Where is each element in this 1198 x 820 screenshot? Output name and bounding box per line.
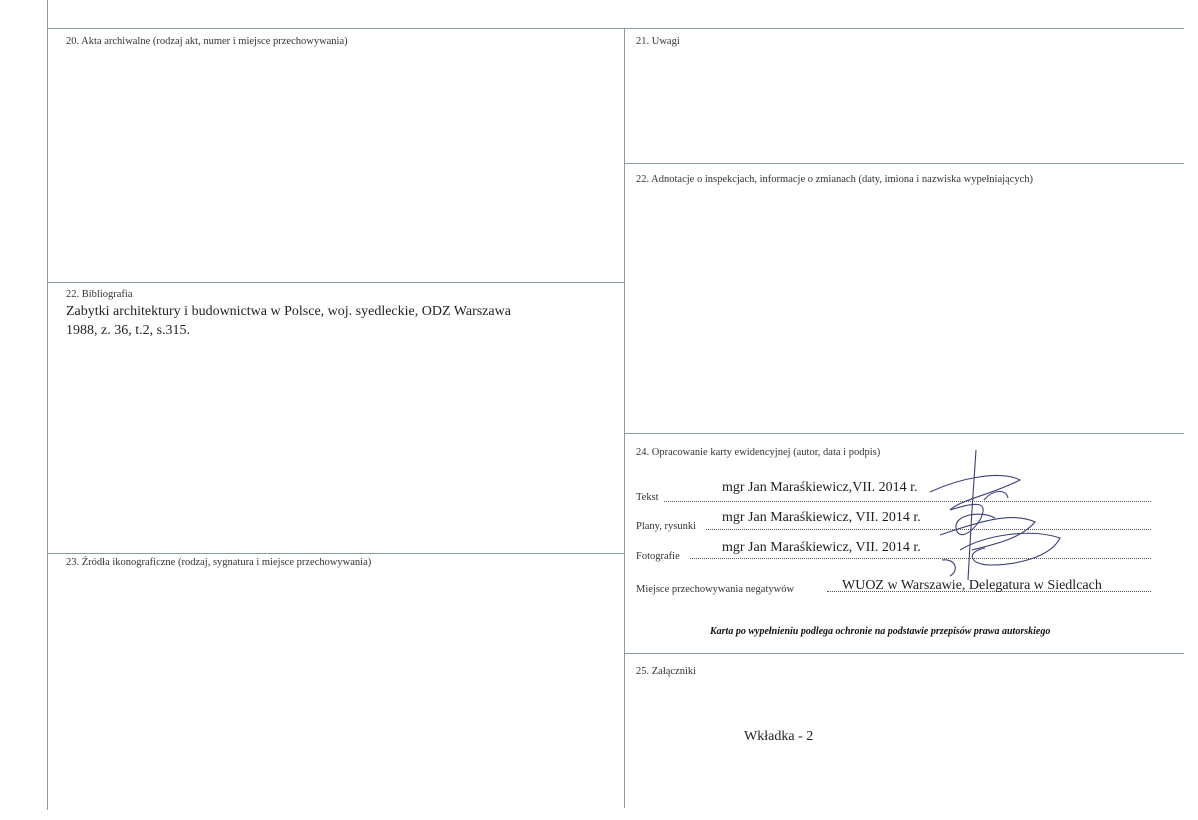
section-23-label: 23. Źródła ikonograficzne (rodzaj, sygnatura i miejsce przechowywania)	[66, 557, 372, 568]
negatywy-value: WUOZ w Warszawie, Delegatura w Siedlcach	[842, 578, 1102, 593]
section-22-annotations-label: 22. Adnotacje o inspekcjach, informacje o zmianach (daty, imiona i nazwiska wypełniających)	[636, 174, 1034, 185]
copyright-note: Karta po wypełnieniu podlega ochronie na podstawie przepisów prawa autorskiego	[710, 626, 1051, 637]
divider-22-23	[48, 553, 624, 554]
section-21-label: 21. Uwagi	[636, 36, 680, 47]
center-divider	[624, 28, 625, 808]
foto-value: mgr Jan Maraśkiewicz, VII. 2014 r.	[722, 540, 921, 555]
divider-21-22	[624, 163, 1184, 164]
divider-22-24	[624, 433, 1184, 434]
bibliography-line-2: 1988, z. 36, t.2, s.315.	[66, 323, 191, 338]
section-25-label: 25. Załączniki	[636, 666, 697, 677]
section-24-label: 24. Opracowanie karty ewidencyjnej (autor, data i podpis)	[636, 447, 881, 458]
bibliography-line-1: Zabytki architektury i budownictwa w Polsce, woj. syedleckie, ODZ Warszawa	[66, 304, 511, 319]
section-22-bibliography-label: 22. Bibliografia	[66, 289, 133, 300]
top-border	[48, 28, 1184, 29]
plany-label: Plany, rysunki	[636, 521, 696, 532]
tekst-value: mgr Jan Maraśkiewicz,VII. 2014 r.	[722, 480, 918, 495]
negatywy-label: Miejsce przechowywania negatywów	[636, 584, 795, 595]
divider-20-22	[48, 282, 624, 283]
section-20-label: 20. Akta archiwalne (rodzaj akt, numer i miejsce przechowywania)	[66, 36, 348, 47]
foto-label: Fotografie	[636, 551, 680, 562]
tekst-label: Tekst	[636, 492, 659, 503]
wkladka-text: Wkładka - 2	[744, 729, 814, 744]
left-border	[47, 0, 48, 810]
signature-scribble	[920, 440, 1080, 590]
plany-value: mgr Jan Maraśkiewicz, VII. 2014 r.	[722, 510, 921, 525]
divider-24-25	[624, 653, 1184, 654]
